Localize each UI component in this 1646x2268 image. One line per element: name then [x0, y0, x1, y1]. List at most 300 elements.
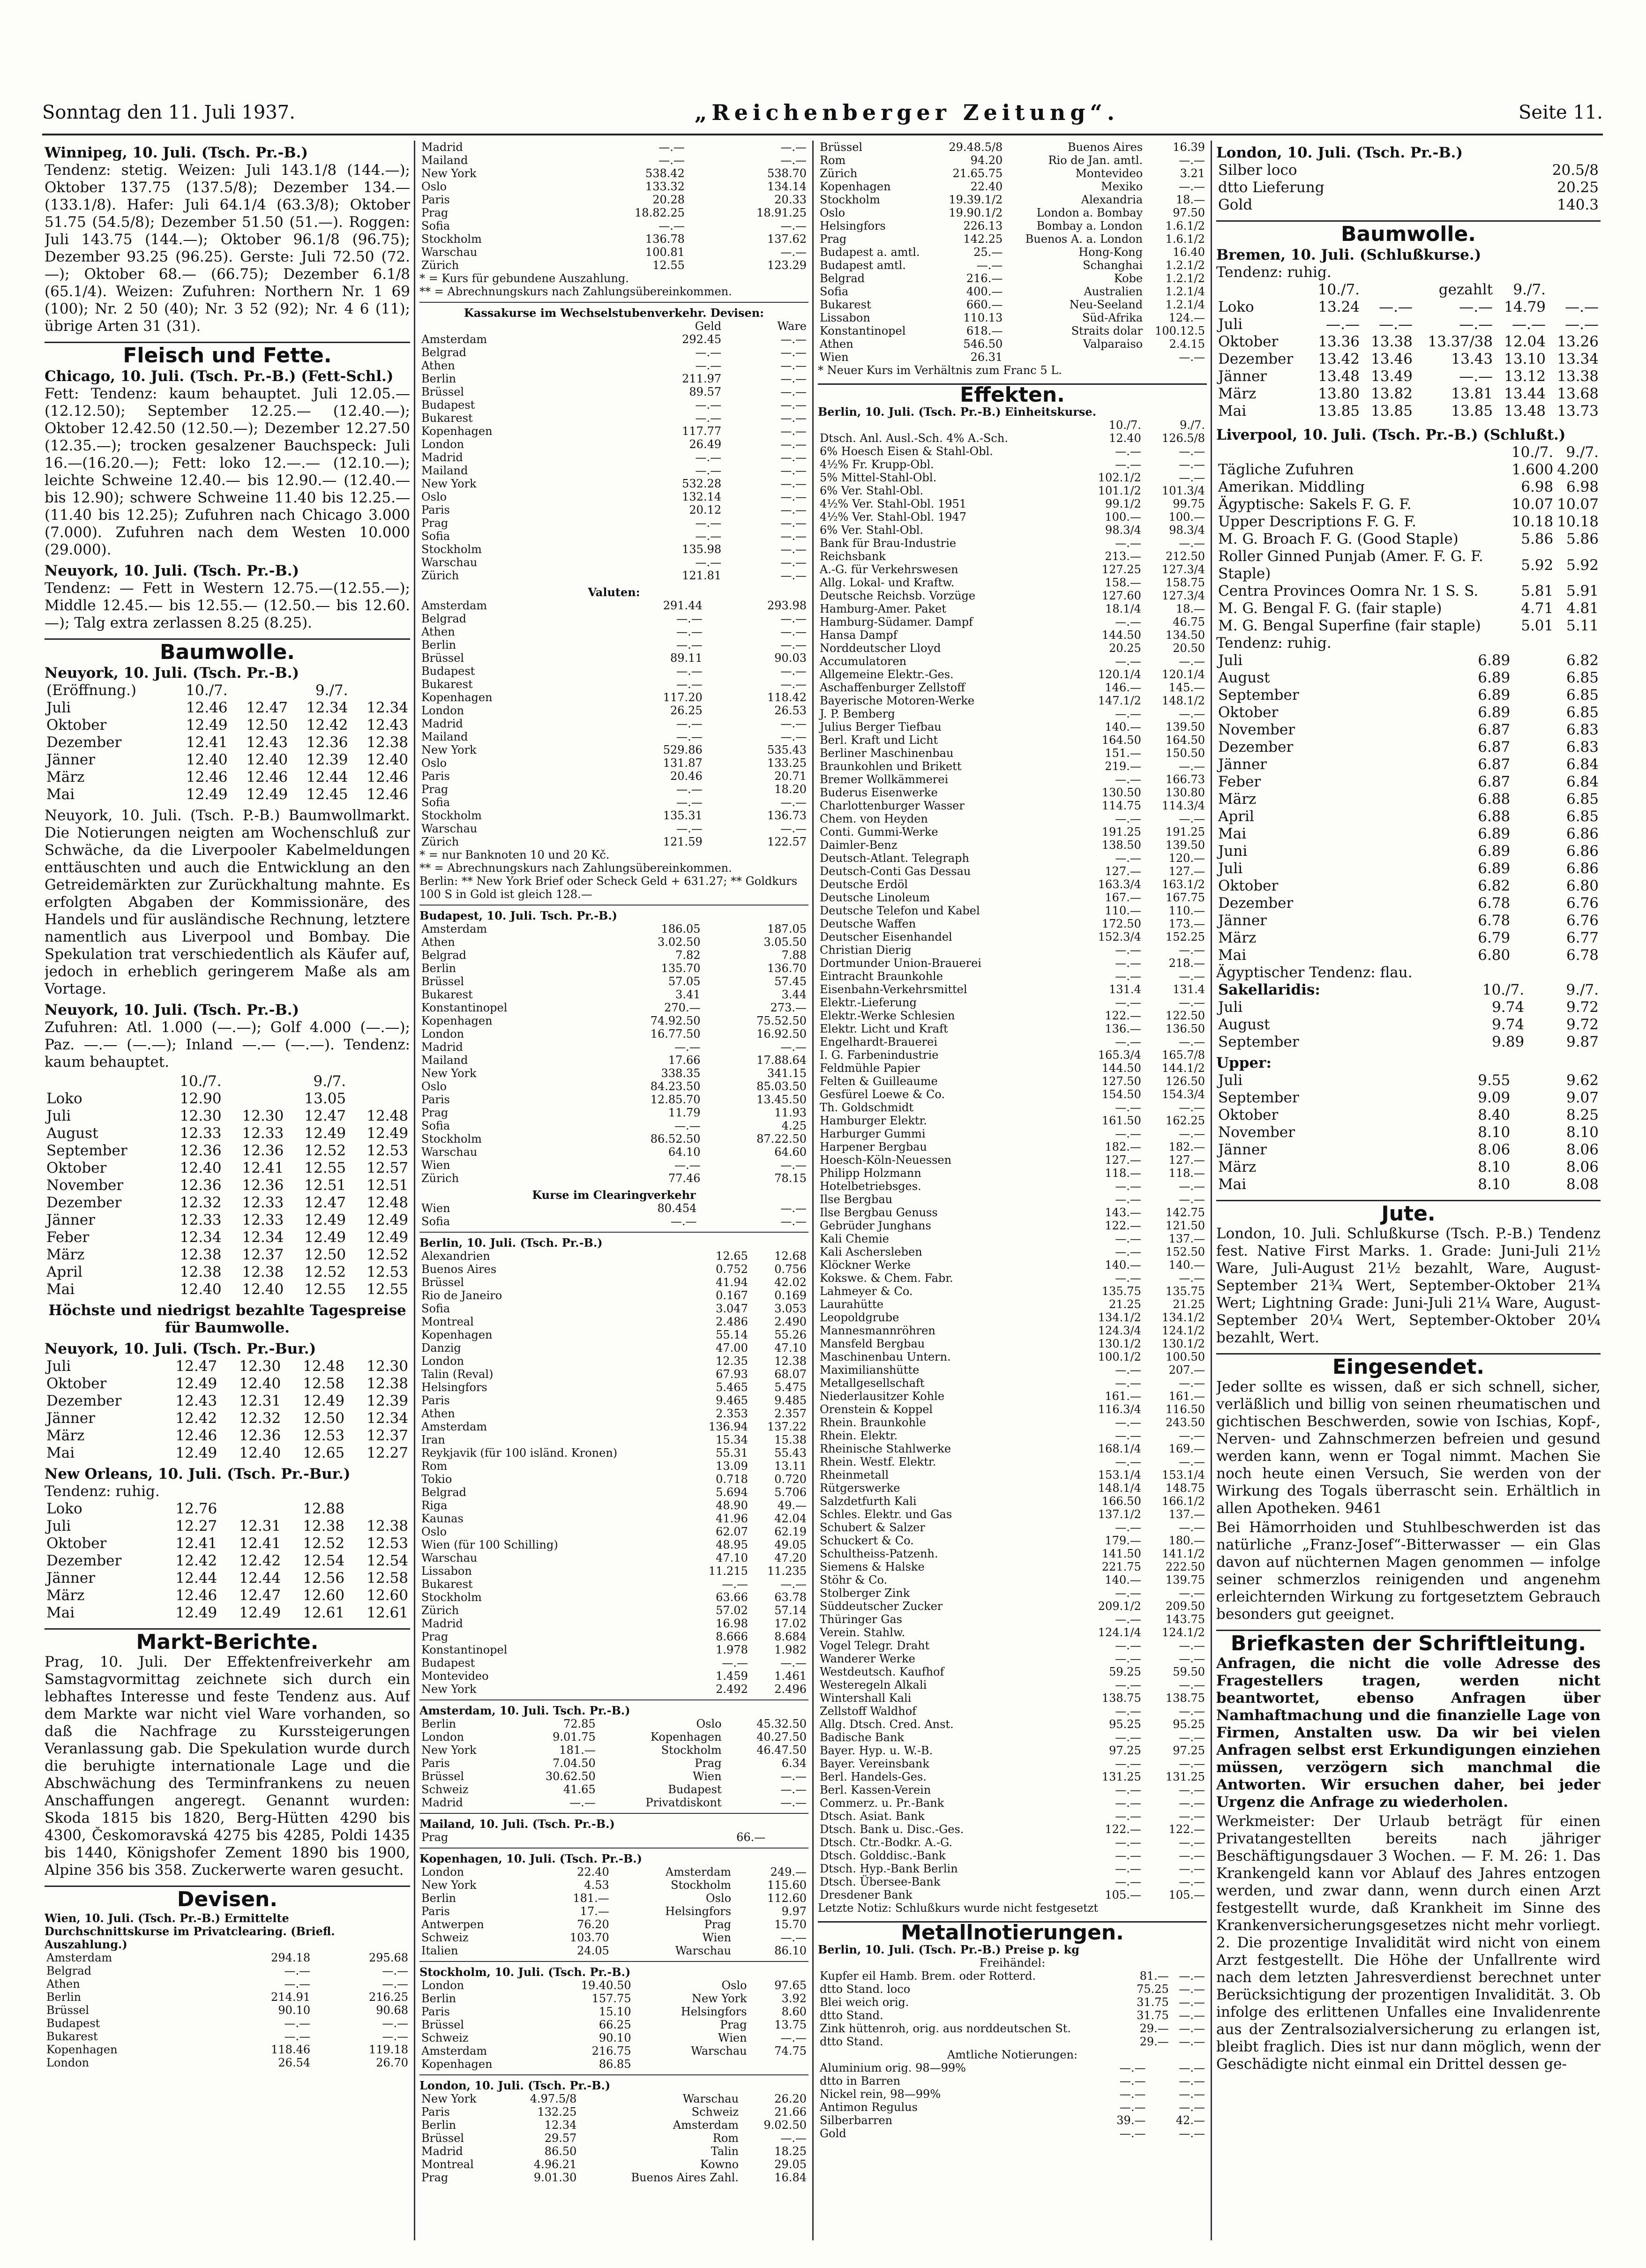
table-cell: London [46, 2056, 90, 2069]
table-cell: 135.75 [1101, 1285, 1141, 1298]
table-cell: —.— [780, 219, 807, 232]
table-cell: 5.86 [1566, 531, 1599, 547]
table-cell: 7.82 [675, 949, 701, 962]
table-row [818, 1652, 1207, 1665]
table-cell: 121.50 [1166, 1219, 1205, 1232]
table-cell: New York [421, 743, 477, 756]
table-cell: Kopenhagen [820, 180, 891, 193]
table-cell: März [46, 1587, 85, 1604]
table-cell: Sofia [820, 285, 849, 298]
wien-table [45, 1951, 410, 2069]
table-cell: 12.49 [367, 1229, 408, 1246]
table-row [818, 1626, 1207, 1639]
table-cell: 16.77.50 [650, 1027, 701, 1040]
table-cell [633, 2058, 749, 2071]
table-cell: 529.86 [663, 743, 703, 756]
table-cell: 168.1/4 [1098, 1442, 1141, 1455]
table-cell: September [46, 1142, 127, 1159]
table-cell: —.— [1119, 2061, 1146, 2074]
table-cell: 173.— [1168, 917, 1205, 930]
table-cell: —.— [780, 638, 807, 651]
divider [419, 1813, 808, 1814]
table-cell: —.— [780, 359, 807, 372]
table-cell: —.— [780, 516, 807, 530]
table-cell: 6.85 [1566, 669, 1599, 686]
table-cell: 29.05 [774, 2158, 807, 2171]
table-row [419, 1525, 808, 1538]
table-row [419, 1604, 808, 1617]
table-cell: 12.61 [303, 1604, 345, 1621]
table-cell: 209.50 [1166, 1600, 1205, 1613]
table-cell: 12.33 [242, 1194, 284, 1211]
table-row [818, 1324, 1207, 1337]
stockholm-heading: Stockholm, 10. Juli. (Tsch. Pr.-B.) [419, 1965, 631, 1979]
table-cell: 117.77 [682, 425, 722, 438]
table-cell: Hamburg-Südamer. Dampf [820, 615, 973, 629]
table-cell: 117.20 [663, 691, 703, 704]
table-cell: Verein. Stahlw. [820, 1626, 905, 1639]
table-cell: Italien [421, 1944, 458, 1957]
table-row [419, 141, 808, 154]
table-row [419, 704, 808, 717]
table-row [419, 1831, 808, 1844]
table-cell: 153.1/4 [1098, 1468, 1141, 1482]
table-cell: 26.70 [376, 2056, 408, 2069]
table-cell: 110.13 [963, 311, 1003, 324]
table-row [419, 988, 808, 1001]
table-row [818, 167, 1207, 180]
table-cell: 4½% Ver. Stahl-Obl. 1947 [820, 510, 967, 524]
table-cell: Philipp Holzmann [820, 1167, 921, 1180]
table-cell: 12.34 [544, 2118, 577, 2132]
table-row [419, 1879, 808, 1892]
table-cell: 12.49 [175, 1445, 217, 1461]
table-cell: Wien [421, 1159, 450, 1172]
table-row [419, 770, 808, 783]
table-cell: Straits dolar [1071, 324, 1143, 337]
table-cell: 12.76 [175, 1500, 217, 1517]
table-cell: 39.— [1116, 2114, 1146, 2127]
table-cell: 13.80 [1318, 385, 1360, 402]
table-cell: Stockholm [671, 1879, 732, 1892]
table-row [419, 922, 808, 936]
table-cell: Mai [1218, 1176, 1247, 1193]
table-cell: Sofia [421, 530, 450, 543]
table-row [818, 1983, 1207, 1996]
table-cell: 6.84 [1566, 756, 1599, 773]
table-cell: M. G. Bengal Superfine (fair staple) [1218, 617, 1481, 634]
table-cell: 22.40 [970, 180, 1003, 193]
table-cell: —.— [695, 359, 722, 372]
table-cell: Brüssel [421, 651, 464, 665]
table-cell: 12.39 [306, 751, 348, 768]
table-cell: 295.68 [369, 1951, 408, 1964]
table-cell: —.— [1115, 812, 1141, 825]
column-2 [419, 141, 808, 2240]
table-cell: 12.40 [186, 751, 228, 768]
table-cell: Warschau [421, 556, 478, 569]
table-row [419, 425, 808, 438]
table-cell: 161.50 [1101, 1114, 1141, 1127]
table-row [818, 1245, 1207, 1258]
london-metal-heading: London, 10. Juli. (Tsch. Pr.-B.) [1216, 144, 1463, 161]
table-cell: 6.80 [1566, 877, 1599, 894]
table-cell: Schweiz [421, 1931, 469, 1944]
table-cell: 12.38 [303, 1518, 345, 1534]
table-row [419, 1315, 808, 1328]
table-cell: London [421, 1027, 464, 1040]
table-cell: 90.68 [376, 2004, 408, 2017]
table-cell: 8.40 [1478, 1107, 1511, 1123]
table-cell: Belgrad [421, 949, 467, 962]
table-cell: —.— [1115, 445, 1141, 458]
table-cell: 12.43 [246, 734, 288, 751]
table-cell: November [1218, 1124, 1295, 1141]
table-cell: —.— [1115, 1180, 1141, 1193]
table-cell: 12.34 [180, 1229, 222, 1246]
table-row [818, 285, 1207, 298]
table-cell: Brüssel [421, 2018, 464, 2031]
table-cell: Bayer. Hyp. u. W.-B. [820, 1744, 933, 1757]
table-cell: 8.06 [1566, 1159, 1599, 1175]
table-row [818, 1665, 1207, 1678]
liverpool-months-table [1216, 652, 1601, 964]
table-cell: 12.56 [303, 1570, 345, 1587]
table-cell: —.— [695, 398, 722, 412]
table-cell: 4.81 [1566, 600, 1599, 617]
table-cell: 12.49 [239, 1604, 281, 1621]
table-cell: November [1218, 721, 1295, 738]
table-row [419, 556, 808, 569]
table-row [818, 563, 1207, 576]
table-cell: Kopenhagen [421, 2058, 493, 2071]
table-cell: 182.— [1105, 1140, 1141, 1153]
table-header-row [45, 1073, 410, 1090]
table-cell: —.— [1115, 1757, 1141, 1770]
table-row [818, 1377, 1207, 1390]
table-cell: Dezember [46, 734, 122, 751]
table-cell: Madrid [421, 717, 463, 730]
table-cell: 226.13 [963, 219, 1003, 232]
table-cell: Alexandrien [421, 1250, 490, 1263]
table-cell: 15.10 [599, 2005, 631, 2018]
table-cell: —.— [382, 1977, 408, 1991]
table-cell: Buenos A. a. London [1025, 232, 1143, 246]
table-cell: 131.25 [1101, 1770, 1141, 1783]
table-cell: Geld [695, 320, 722, 333]
table-cell: 99.75 [1173, 497, 1205, 510]
table-cell: 146.— [1105, 681, 1141, 694]
table-cell: —.— [1115, 1416, 1141, 1429]
table-row [45, 1375, 410, 1392]
table-cell: —.— [1179, 154, 1205, 167]
table-cell: 9.01.30 [533, 2171, 577, 2184]
table-cell: dtto in Barren [820, 2074, 901, 2088]
table-cell: 221.75 [1101, 1560, 1141, 1573]
table-cell: 12.43 [367, 717, 408, 734]
table-cell: September [1218, 687, 1299, 704]
table-cell: Bremer Wollkämmerei [820, 773, 949, 786]
table-cell: Amerikan. Middling [1218, 479, 1365, 495]
table-cell: Schles. Elektr. und Gas [820, 1508, 952, 1521]
table-cell: Wien [702, 1931, 732, 1944]
table-row [818, 1272, 1207, 1285]
bremen-tendency: Tendenz: ruhig. [1216, 264, 1332, 281]
table-cell: Montevideo [421, 1669, 489, 1683]
table-cell: Schubert & Salzer [820, 1521, 925, 1534]
table-cell: Allgemeine Elektr.-Ges. [820, 668, 954, 681]
table-cell: 293.98 [767, 599, 807, 612]
table-cell: 63.66 [716, 1591, 748, 1604]
table-row [419, 936, 808, 949]
table-cell: —.— [658, 219, 685, 232]
table-cell: 12.46 [186, 699, 228, 716]
table-row [1216, 669, 1601, 687]
table-cell: Julius Berger Tiefbau [820, 720, 942, 734]
table-cell: —.— [1179, 1996, 1205, 2009]
table-cell: 1.2.1/4 [1165, 298, 1205, 311]
table-cell: —.— [1179, 458, 1205, 471]
table-row [419, 2145, 808, 2158]
table-row [419, 1591, 808, 1604]
table-row [419, 1289, 808, 1302]
table-cell: 5.465 [716, 1381, 748, 1394]
table-cell: Prag [421, 2171, 449, 2184]
table-cell: Prag [421, 516, 449, 530]
table-cell: 9./7. [1180, 419, 1205, 432]
table-cell: 9.62 [1566, 1072, 1599, 1089]
table-cell: Madrid [421, 451, 463, 464]
table-row [818, 852, 1207, 865]
ny3-heading: Neuyork, 10. Juli. (Tsch. Pr.-Bur.) [45, 1340, 316, 1357]
table-cell: Rom [820, 154, 846, 167]
table-cell: —.— [1179, 1652, 1205, 1665]
table-cell: Leopoldgrube [820, 1311, 899, 1324]
table-row [419, 1757, 808, 1770]
table-cell: Rom [421, 1460, 448, 1473]
table-cell: 26.20 [774, 2092, 807, 2105]
table-cell: 55.43 [774, 1446, 807, 1460]
table-cell: 294.18 [271, 1951, 311, 1964]
metall-table-2 [818, 2061, 1207, 2140]
table-row [818, 720, 1207, 734]
table-row [419, 1302, 808, 1315]
table-row [818, 497, 1207, 510]
table-cell: 86.85 [599, 2058, 631, 2071]
table-cell: 1.2.1/2 [1165, 259, 1205, 272]
table-cell: 165.3/4 [1098, 1048, 1141, 1062]
table-cell: 618.— [966, 324, 1003, 337]
table-cell: 47.00 [716, 1341, 748, 1355]
table-cell: 7.04.50 [553, 1757, 596, 1770]
table-cell: —.— [1119, 2088, 1146, 2101]
table-cell: Belgrad [421, 612, 467, 625]
table-cell: 12.36 [306, 734, 348, 751]
table-row [1216, 947, 1601, 964]
table-cell: Buenos Aires [1067, 141, 1143, 154]
table-row [419, 835, 808, 848]
table-cell: Rio de Jan. amtl. [1048, 154, 1143, 167]
table-cell: 29.48.5/8 [949, 141, 1003, 154]
table-cell: —.— [780, 796, 807, 809]
table-row [1216, 548, 1601, 583]
table-cell: Australien [1084, 285, 1143, 298]
table-cell: 6.86 [1566, 825, 1599, 842]
table-cell: 12.55 [304, 1160, 346, 1176]
table-cell: 18.91.25 [756, 206, 807, 219]
table-row [1216, 479, 1601, 496]
table-cell: 76.20 [577, 1918, 609, 1931]
table-cell: —.— [780, 822, 807, 835]
table-cell: Dezember [1218, 739, 1294, 756]
table-cell: 74.92.50 [650, 1014, 701, 1027]
table-cell: 6.85 [1566, 791, 1599, 808]
table-cell: 6.87 [1478, 756, 1511, 773]
table-row [818, 1101, 1207, 1114]
table-cell: 141.1/2 [1161, 1547, 1205, 1560]
table-cell: Mannesmannröhren [820, 1324, 935, 1337]
table-cell: —.— [780, 612, 807, 625]
table-cell: 13.38 [1557, 368, 1599, 385]
divider [419, 1961, 808, 1962]
table-row [1216, 513, 1601, 531]
table-cell: —.— [1115, 773, 1141, 786]
table-cell: —.— [1179, 2022, 1205, 2035]
table-row [45, 1194, 410, 1212]
table-cell: Kopenhagen [421, 425, 493, 438]
table-cell: 59.25 [1109, 1665, 1141, 1678]
table-cell: 12.30 [367, 1358, 408, 1375]
prag-report: Prag, 10. Juli. Der Effektenfreiverkehr am Samstagvormittag zeichnete sich durch ein lebhaftes Interesse und feste Tendenz aus. Auf dem Markte war nicht viel Ware vorhanden, so daß die Nachfrage zu Kurssteigerungen Veranlassung gab. Die Spekulation wurde durch die beruhigte internationale Lage und die Abschwächung des Terminfrankens zu neuen Anschaffungen angeregt. Genannt wurden: Skoda 1815 bis 1820, Berg-Hütten 4290 bis 4300, Českomoravská 4275 bis 4285, Poldi 1435 bis 1440, Königshofer Zement 1890 bis 1900, Alpine 356 bis 358. Zuckerwerte waren gesucht. [45, 1654, 410, 1879]
table-row [419, 1159, 808, 1172]
table-cell: Rhein. Westf. Elektr. [820, 1455, 936, 1468]
table-row [45, 1392, 410, 1410]
table-cell: 100.50 [1166, 1350, 1205, 1363]
table-row [419, 1215, 808, 1228]
table-row [45, 1358, 410, 1375]
table-cell: —.— [1179, 1272, 1205, 1285]
table-cell: 100.81 [645, 246, 685, 259]
table-row [1216, 1124, 1601, 1141]
table-cell: 243.50 [1166, 1416, 1205, 1429]
table-cell: Brüssel [421, 1276, 464, 1289]
table-cell: Allg. Lokal- und Kraftw. [820, 576, 955, 589]
table-row [419, 756, 808, 770]
table-cell: 42.02 [774, 1276, 807, 1289]
table-cell: 122.— [1168, 1823, 1205, 1836]
table-cell: 12.48 [367, 1194, 408, 1211]
table-cell: Bayerische Motoren-Werke [820, 694, 975, 707]
table-cell: 139.50 [1166, 838, 1205, 852]
table-row [818, 1075, 1207, 1088]
table-cell: —.— [1115, 1193, 1141, 1206]
table-cell: Dtsch. Anl. Ausl.-Sch. 4% A.-Sch. [820, 432, 1008, 445]
table-cell: 137.1/2 [1098, 1508, 1141, 1521]
table-row [818, 838, 1207, 852]
table-cell: 291.44 [663, 599, 703, 612]
table-cell: 12.52 [304, 1264, 346, 1280]
table-cell: 1.982 [774, 1643, 807, 1656]
table-cell: 21.25 [1109, 1298, 1141, 1311]
table-cell: 11.235 [767, 1564, 807, 1578]
table-cell: —.— [1115, 458, 1141, 471]
table-cell: Rio de Janeiro [421, 1289, 502, 1302]
table-row [818, 629, 1207, 642]
table-row [818, 642, 1207, 655]
table-cell: Hoesch-Köln-Neuessen [820, 1153, 952, 1167]
table-cell: —.— [780, 569, 807, 582]
table-row [419, 1643, 808, 1656]
table-cell: 14.79 [1504, 299, 1546, 315]
table-row [1216, 461, 1601, 479]
table-cell: 49.— [777, 1499, 807, 1512]
valuten-heading: Valuten: [588, 585, 640, 599]
table-cell: Berlin [421, 2118, 456, 2132]
table-cell: 12.85.70 [650, 1093, 701, 1106]
table-row [818, 550, 1207, 563]
table-header-row [1216, 444, 1601, 461]
table-cell: New York [691, 1992, 747, 2005]
table-row [45, 1552, 410, 1570]
table-cell [224, 1073, 286, 1090]
table-cell: 12.48 [367, 1108, 408, 1124]
table-cell: 6.98 [1566, 479, 1599, 495]
divider [419, 905, 808, 906]
table-cell: Kopenhagen [651, 1730, 722, 1744]
table-cell: 13.43 [1451, 351, 1493, 367]
table-row [1216, 368, 1601, 385]
table-cell: Stockholm [421, 1132, 482, 1145]
table-cell: Amsterdam [421, 1420, 487, 1433]
table-cell: 12.53 [303, 1427, 345, 1444]
table-row [1216, 403, 1601, 420]
table-row [818, 2088, 1207, 2101]
table-cell: 207.— [1168, 1363, 1205, 1377]
table-cell: 12.42 [239, 1552, 281, 1569]
table-row [419, 1892, 808, 1905]
table-row [45, 2056, 410, 2069]
table-cell: 209.1/2 [1098, 1600, 1141, 1613]
table-row [818, 1770, 1207, 1783]
table-cell: Chem. von Heyden [820, 812, 928, 825]
table-row [818, 2101, 1207, 2114]
table-cell: 130.1/2 [1161, 1337, 1205, 1350]
table-cell: 140.— [1105, 1573, 1141, 1587]
table-cell: —.— [284, 1977, 311, 1991]
table-cell: 139.50 [1166, 720, 1205, 734]
table-cell: 1.978 [716, 1643, 748, 1656]
table-row [818, 1429, 1207, 1442]
table-cell: 6.85 [1566, 704, 1599, 721]
table-cell: Bayer. Vereinsbank [820, 1757, 929, 1770]
table-cell: 10.18 [1557, 513, 1599, 530]
table-cell: 6.83 [1566, 721, 1599, 738]
ny-baumwolle-table [45, 682, 410, 803]
table-cell: Aluminium orig. 98—99% [820, 2061, 966, 2074]
table-cell: 10./7. [1317, 281, 1360, 298]
table-cell: Kokswe. & Chem. Fabr. [820, 1272, 953, 1285]
table-cell: Zürich [421, 1604, 459, 1617]
table-cell: —.— [676, 665, 703, 678]
table-cell: —.— [1115, 943, 1141, 957]
table-cell: 6.87 [1478, 721, 1511, 738]
table-row [818, 1692, 1207, 1705]
table-cell: 1.6.1/2 [1165, 232, 1205, 246]
table-cell: 139.75 [1166, 1573, 1205, 1587]
table-row [1216, 531, 1601, 548]
table-cell: Hamburger Elektr. [820, 1114, 928, 1127]
table-cell: Belgrad [46, 1964, 92, 1977]
